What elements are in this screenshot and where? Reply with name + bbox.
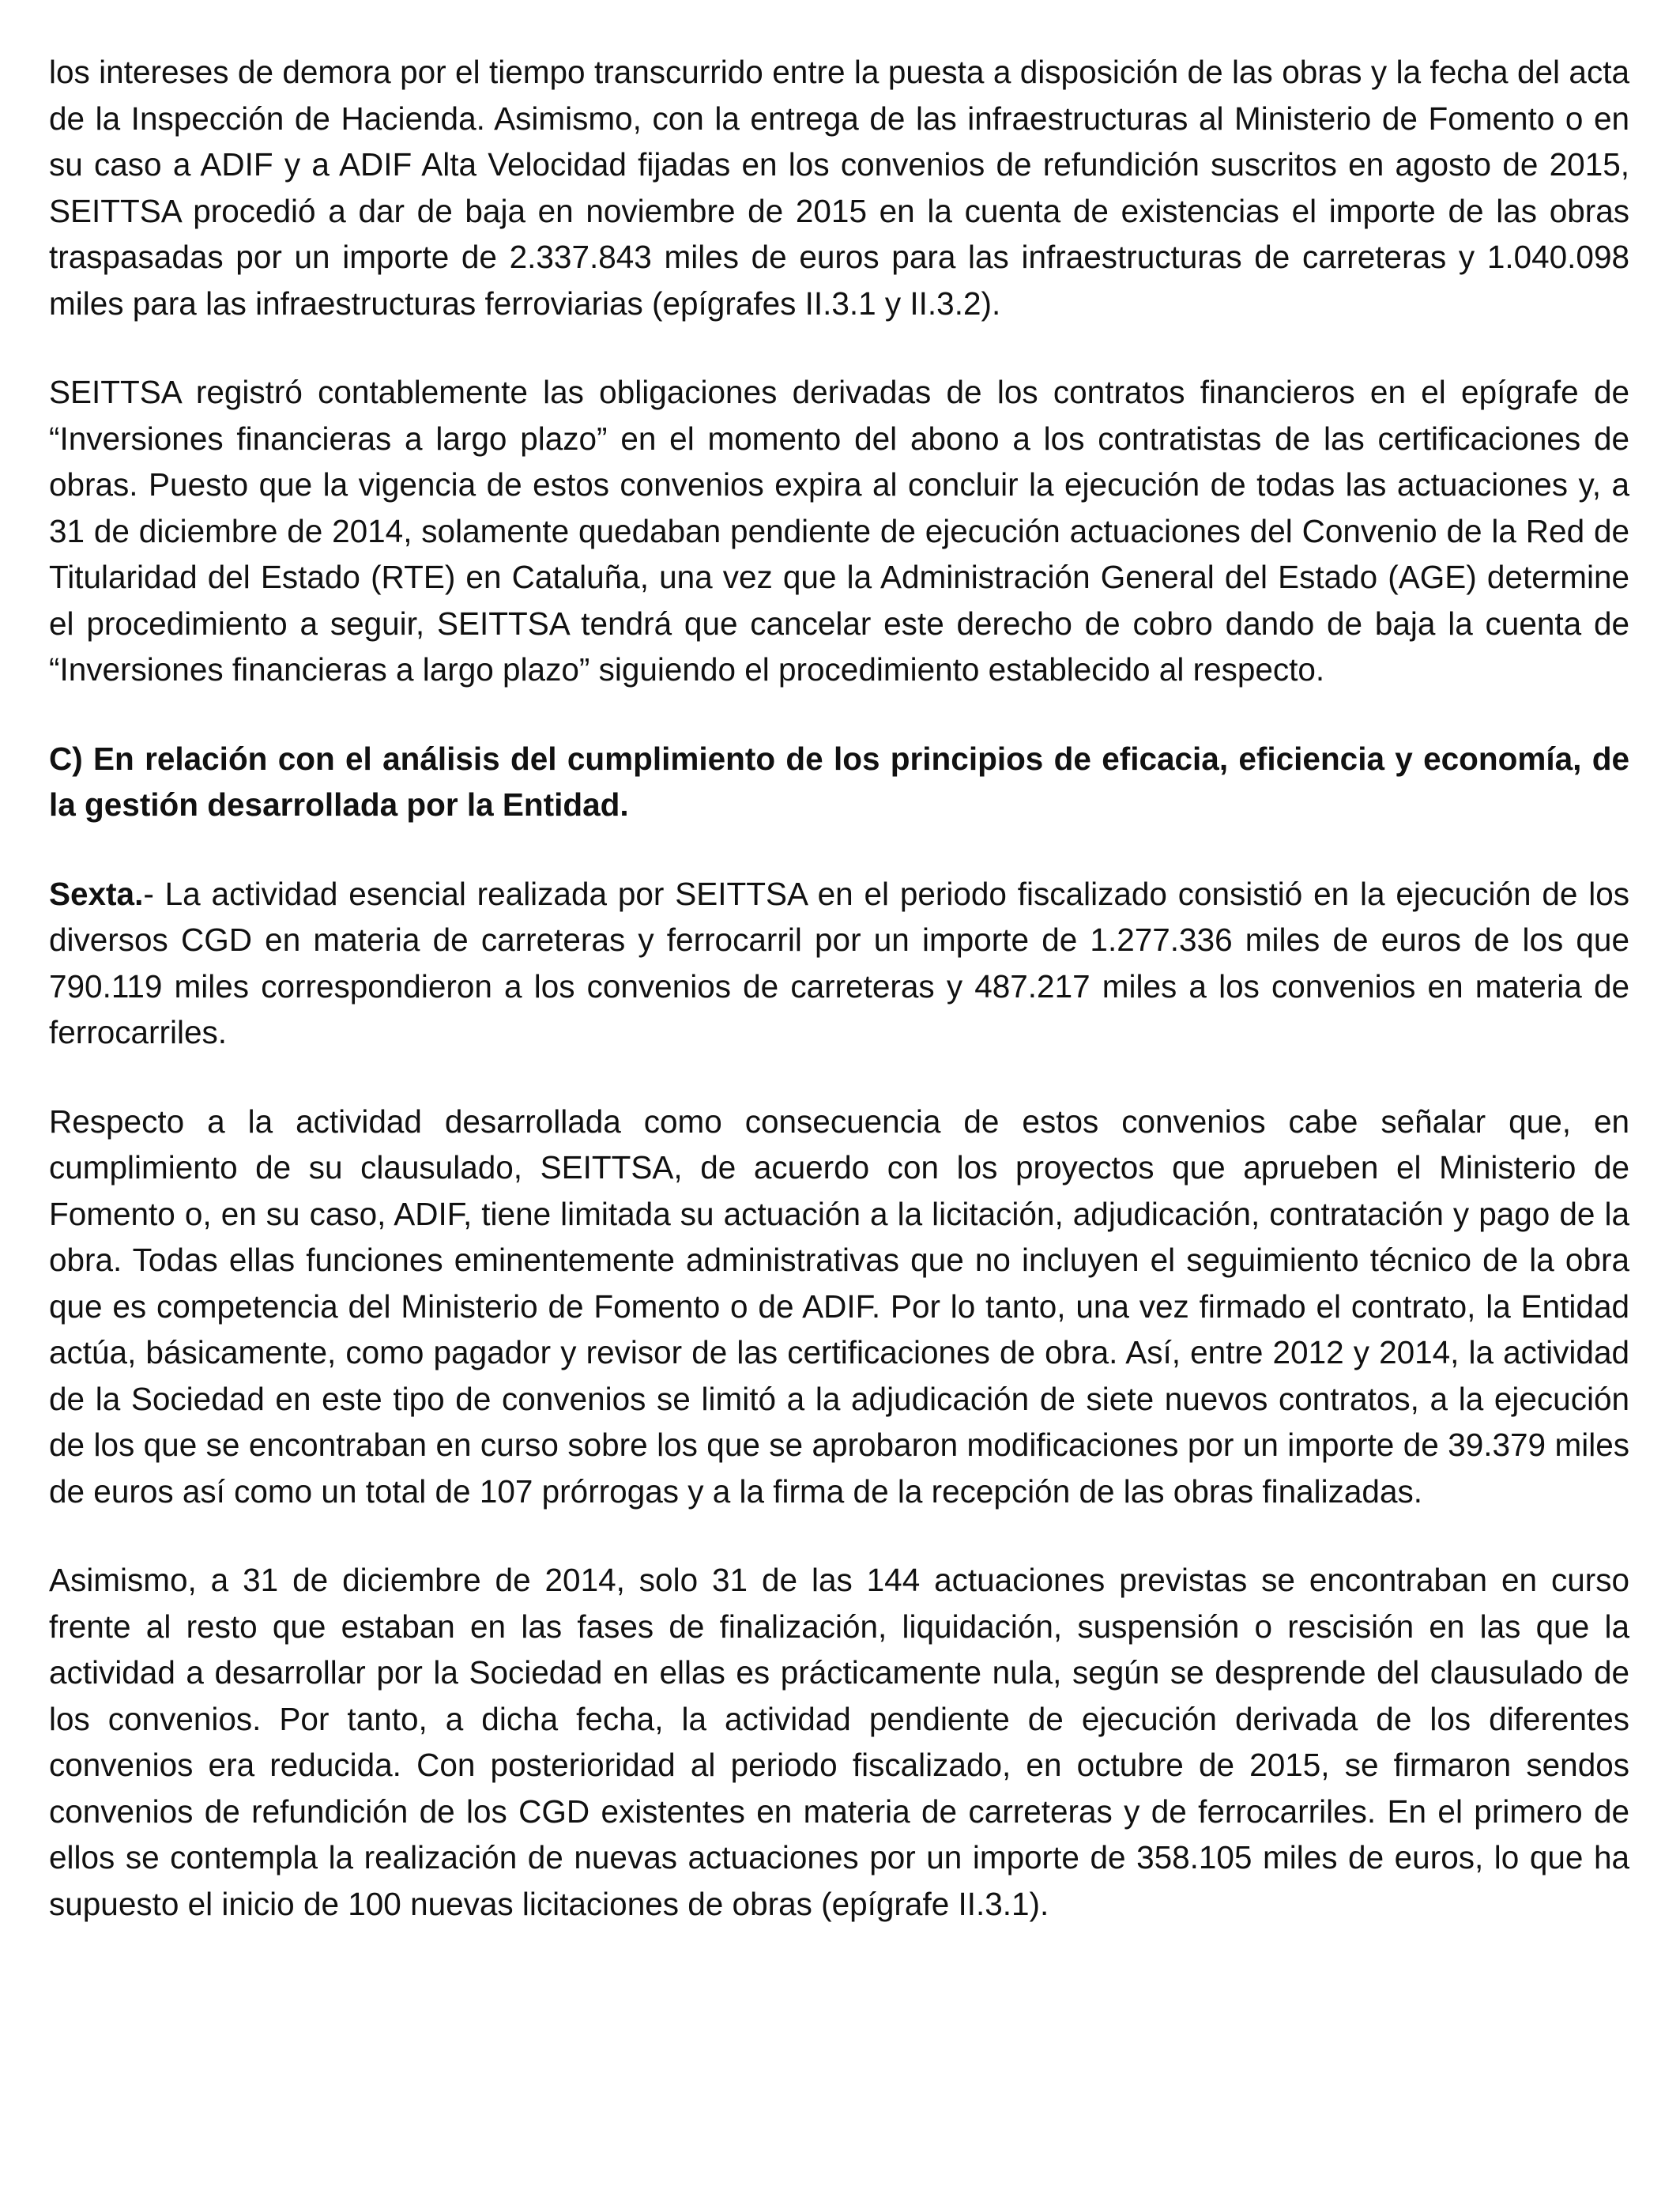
section-heading-c: C) En relación con el análisis del cumplimiento de los principios de eficacia, eficiencia y economía, de la gestión desarrollada por la Entidad. <box>49 740 1629 823</box>
paragraph-sexta <box>49 871 1629 1056</box>
paragraph-intereses-demora: los intereses de demora por el tiempo transcurrido entre la puesta a disposición de las obras y la fecha del acta de la Inspección de Hacienda. Asimismo, con la entrega de las infraestructuras al Ministerio de Fomento o en su caso a ADIF y a ADIF Alta Velocidad fijadas en los convenios de refundición suscritos en agosto de 2015, SEITTSA procedió a dar de baja en noviembre de 2015 en la cuenta de existencias el importe de las obras traspasadas por un importe de 2.337.843 miles de euros para las infraestructuras de carreteras y 1.040.098 miles para las infraestructuras ferroviarias (epígrafes II.3.1 y II.3.2). <box>49 54 1629 322</box>
sexta-text: - La actividad esencial realizada por SEITTSA en el periodo fiscalizado consistió en la ejecución de los diversos CGD en materia de carreteras y ferrocarril por un importe de 1.277.336 miles de euros de los que 790.119 miles correspondieron a los convenios de carreteras y 487.217 miles a los convenios en materia de ferrocarriles. <box>49 875 1629 1050</box>
paragraph-actividad-convenios: Respecto a la actividad desarrollada como consecuencia de estos convenios cabe señalar que, en cumplimiento de su clausulado, SEITTSA, de acuerdo con los proyectos que aprueben el Ministerio de Fomento o, en su caso, ADIF, tiene limitada su actuación a la licitación, adjudicación, contratación y pago de la obra. Todas ellas funciones eminentemente administrativas que no incluyen el seguimiento técnico de la obra que es competencia del Ministerio de Fomento o de ADIF. Por lo tanto, una vez firmado el contrato, la Entidad actúa, básicamente, como pagador y revisor de las certificaciones de obra. Así, entre 2012 y 2014, la actividad de la Sociedad en este tipo de convenios se limitó a la adjudicación de siete nuevos contratos, a la ejecución de los que se encontraban en curso sobre los que se aprobaron modificaciones por un importe de 39.379 miles de euros así como un total de 107 prórrogas y a la firma de la recepción de las obras finalizadas. <box>49 1103 1629 1510</box>
paragraph-actuaciones-curso: Asimismo, a 31 de diciembre de 2014, solo 31 de las 144 actuaciones previstas se encontraban en curso frente al resto que estaban en las fases de finalización, liquidación, suspensión o rescisión en las que la actividad a desarrollar por la Sociedad en ellas es prácticamente nula, según se desprende del clausulado de los convenios. Por tanto, a dicha fecha, la actividad pendiente de ejecución derivada de los diferentes convenios era reducida. Con posterioridad al periodo fiscalizado, en octubre de 2015, se firmaron sendos convenios de refundición de los CGD existentes en materia de carreteras y de ferrocarriles. En el primero de ellos se contempla la realización de nuevas actuaciones por un importe de 358.105 miles de euros, lo que ha supuesto el inicio de 100 nuevas licitaciones de obras (epígrafe II.3.1). <box>49 1562 1629 1922</box>
sexta-label: Sexta. <box>49 875 144 912</box>
paragraph-obligaciones-contratos: SEITTSA registró contablemente las obligaciones derivadas de los contratos financieros en el epígrafe de “Inversiones financieras a largo plazo” en el momento del abono a los contratistas de las certificaciones de obras. Puesto que la vigencia de estos convenios expira al concluir la ejecución de todas las actuaciones y, a 31 de diciembre de 2014, solamente quedaban pendiente de ejecución actuaciones del Convenio de la Red de Titularidad del Estado (RTE) en Cataluña, una vez que la Administración General del Estado (AGE) determine el procedimiento a seguir, SEITTSA tendrá que cancelar este derecho de cobro dando de baja la cuenta de “Inversiones financieras a largo plazo” siguiendo el procedimiento establecido al respecto. <box>49 374 1629 688</box>
document-page <box>49 49 1629 1927</box>
